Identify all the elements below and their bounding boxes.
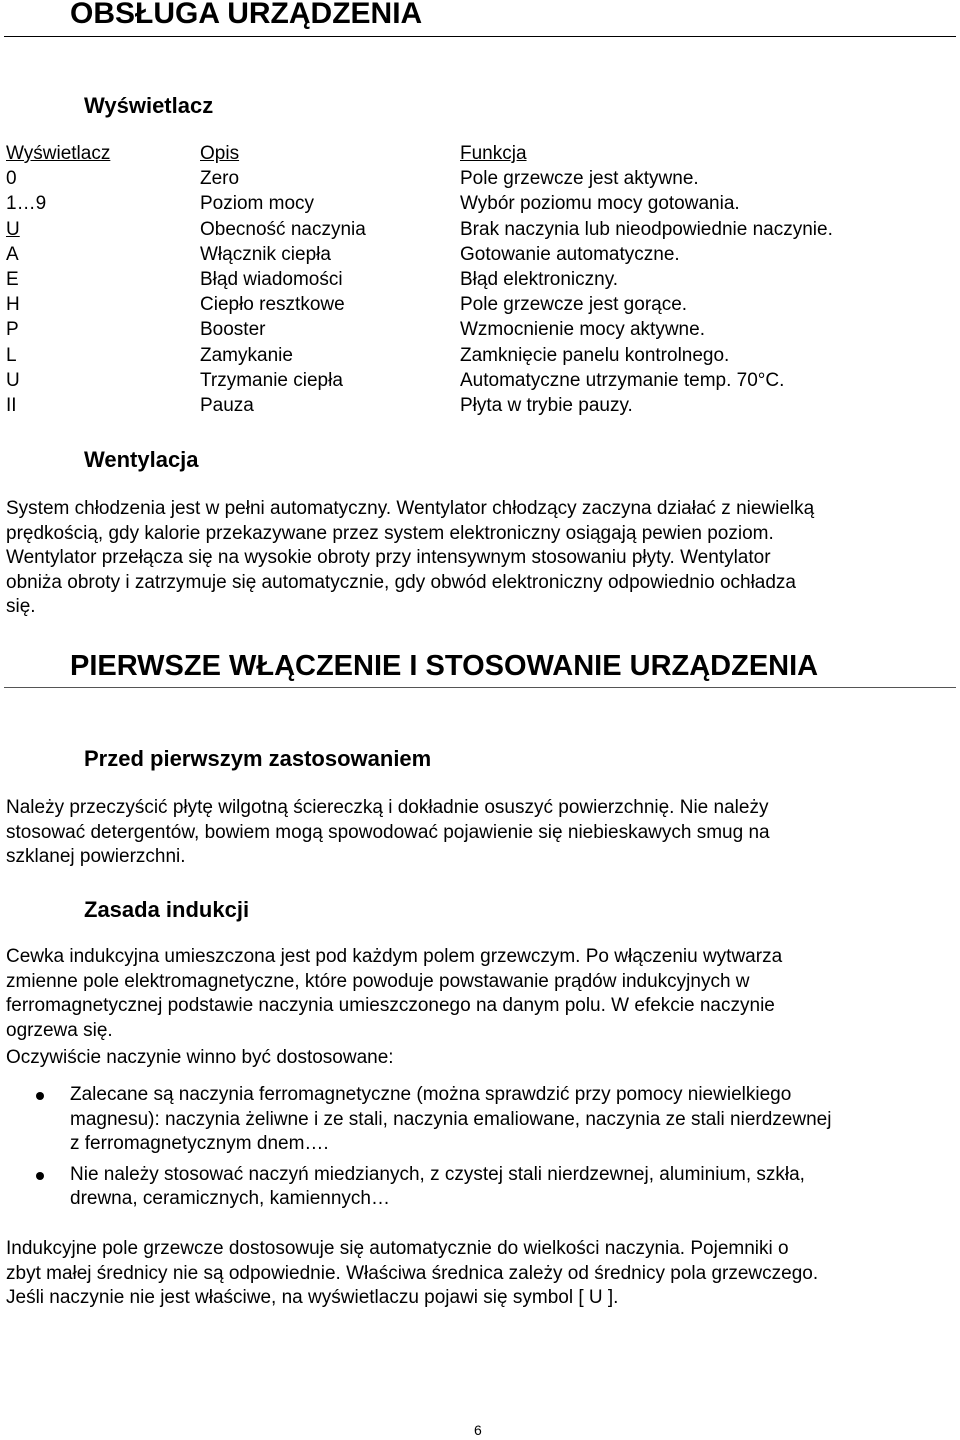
table-row: [6, 191, 946, 216]
text-line: Cewka indukcyjna umieszczona jest pod każdym polem grzewczym. Po włączeniu wytwarza: [6, 946, 783, 967]
before-first-use-heading: Przed pierwszym zastosowaniem: [84, 746, 432, 771]
cell-function: Pole grzewcze jest gorące.: [460, 294, 688, 316]
bullet-icon: [36, 1172, 44, 1180]
text-line: zmienne pole elektromagnetyczne, które powoduje powstawanie prądów indukcyjnych w: [6, 970, 750, 992]
text-line: ogrzewa się.: [6, 1019, 113, 1041]
induction-intro: Oczywiście naczynie winno być dostosowane:: [6, 1047, 394, 1068]
page-title: OBSŁUGA URZĄDZENIA: [70, 0, 423, 30]
table-row: [6, 343, 946, 368]
list-item: [6, 1163, 951, 1212]
text-line: System chłodzenia jest w pełni automatyczny. Wentylator chłodzący zaczyna działać z niewielką: [6, 498, 815, 519]
cell-function: Automatyczne utrzymanie temp. 70°C.: [460, 369, 785, 391]
cell-function: Brak naczynia lub nieodpowiednie naczynie.: [460, 218, 833, 240]
cell-display: H: [6, 294, 20, 316]
text-line: ferromagnetycznej podstawie naczynia umieszczonego na danym polu. W efekcie naczynie: [6, 995, 775, 1016]
vessel-list: [6, 1083, 951, 1212]
ventilation-heading: Wentylacja: [84, 447, 199, 472]
induction-paragraph: [6, 945, 951, 1043]
title-rule: [4, 36, 956, 37]
cell-description: Zero: [200, 168, 240, 190]
column-header-description: Opis: [200, 143, 240, 164]
text-line: obniża obroty i zatrzymuje się automatycznie, gdy obwód elektroniczny odpowiednio ochładza: [6, 571, 796, 593]
cell-function: Błąd elektroniczny.: [460, 268, 619, 290]
text-line: Zalecane są naczynia ferromagnetyczne (można sprawdzić przy pomocy niewielkiego: [70, 1084, 792, 1105]
cell-description: Trzymanie ciepła: [200, 369, 343, 391]
text-line: z ferromagnetycznym dnem….: [70, 1133, 329, 1154]
ventilation-paragraph: [6, 497, 951, 620]
section-rule: [4, 687, 956, 688]
column-header-function: Funkcja: [460, 143, 527, 164]
text-line: stosować detergentów, bowiem mogą spowodować pojawienie się niebieskawych smug na: [6, 821, 770, 843]
cell-description: Obecność naczynia: [200, 218, 366, 240]
cell-description: Pauza: [200, 394, 254, 416]
cell-description: Booster: [200, 319, 266, 341]
table-row: [6, 267, 946, 292]
table-row: [6, 166, 946, 191]
display-table: [6, 141, 946, 418]
cell-display: E: [6, 268, 19, 290]
bullet-icon: [36, 1092, 44, 1100]
table-row: [6, 292, 946, 317]
text-line: Indukcyjne pole grzewcze dostosowuje się automatycznie do wielkości naczynia. Pojemniki o: [6, 1238, 789, 1259]
column-header-display: Wyświetlacz: [6, 143, 111, 164]
table-row: [6, 217, 946, 242]
text-line: drewna, ceramicznych, kamiennych…: [70, 1188, 390, 1209]
text-line: Należy przeczyścić płytę wilgotną ściereczką i dokładnie osuszyć powierzchnię. Nie należy: [6, 797, 769, 818]
cell-display: II: [6, 394, 17, 416]
text-line: zbyt małej średnicy nie są odpowiednie. Właściwa średnica zależy od średnicy pola grzewczego.: [6, 1262, 819, 1284]
text-line: prędkością, gdy kalorie przekazywane przez system elektroniczny osiągają pewien poziom.: [6, 522, 774, 544]
cell-display: L: [6, 344, 17, 366]
table-row: [6, 242, 946, 267]
cell-display: U: [6, 218, 20, 240]
before-first-use-paragraph: [6, 796, 951, 870]
closing-paragraph: [6, 1237, 951, 1311]
page-number: 6: [474, 1422, 482, 1438]
section-title: PIERWSZE WŁĄCZENIE I STOSOWANIE URZĄDZENIA: [70, 650, 819, 682]
display-heading: Wyświetlacz: [84, 93, 214, 118]
cell-description: Włącznik ciepła: [200, 243, 331, 265]
text-line: się.: [6, 596, 36, 617]
cell-function: Gotowanie automatyczne.: [460, 243, 680, 265]
text-line: Jeśli naczynie nie jest właściwe, na wyświetlaczu pojawi się symbol [ U ].: [6, 1287, 619, 1308]
table-body: [6, 166, 946, 418]
induction-heading: Zasada indukcji: [84, 897, 250, 922]
text-line: magnesu): naczynia żeliwne i ze stali, naczynia emaliowane, naczynia ze stali nierdzewnej: [70, 1108, 832, 1130]
table-row: [6, 368, 946, 393]
cell-display: 0: [6, 168, 17, 190]
table-header-row: [6, 141, 946, 166]
cell-function: Wzmocnienie mocy aktywne.: [460, 319, 705, 341]
list-item: [6, 1083, 951, 1157]
cell-function: Zamknięcie panelu kontrolnego.: [460, 344, 730, 366]
text-line: szklanej powierzchni.: [6, 846, 186, 867]
cell-display: U: [6, 369, 20, 391]
cell-display: P: [6, 319, 19, 341]
table-row: [6, 393, 946, 418]
cell-description: Zamykanie: [200, 344, 293, 366]
cell-function: Płyta w trybie pauzy.: [460, 394, 633, 416]
cell-description: Ciepło resztkowe: [200, 294, 345, 316]
cell-display: 1…9: [6, 193, 47, 215]
cell-display: A: [6, 243, 19, 265]
cell-description: Błąd wiadomości: [200, 268, 343, 290]
text-line: Wentylator przełącza się na wysokie obroty przy intensywnym stosowaniu płyty. Wentylator: [6, 547, 771, 568]
cell-description: Poziom mocy: [200, 193, 315, 215]
text-line: Nie należy stosować naczyń miedzianych, z czystej stali nierdzewnej, aluminium, szkła,: [70, 1163, 805, 1185]
cell-function: Wybór poziomu mocy gotowania.: [460, 193, 740, 215]
table-row: [6, 317, 946, 342]
cell-function: Pole grzewcze jest aktywne.: [460, 168, 699, 190]
